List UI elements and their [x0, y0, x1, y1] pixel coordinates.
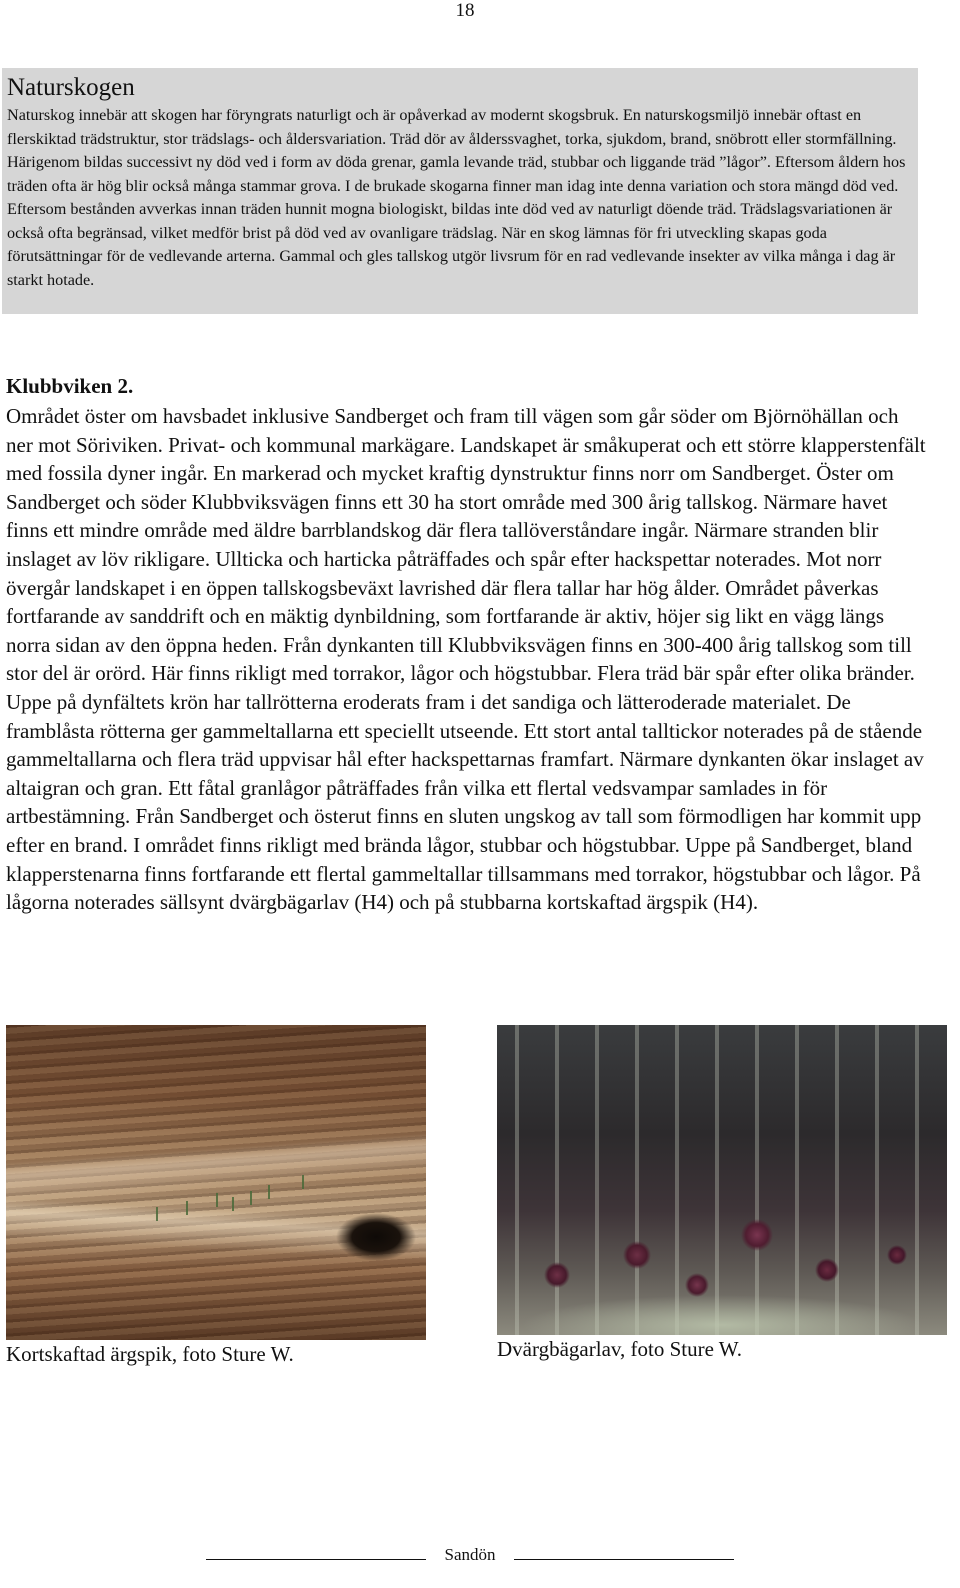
info-box-text: Naturskog innebär att skogen har föryngrats naturligt och är opåverkad av modernt skogsbruk. En naturskogsmiljö innebär oftast en flerskiktad trädstruktur, stor trädslags- och åldersvariation. Träd dör av ålderssvaghet, torka, sjukdom, brand, snöbrott eller stormfällning. Härigenom bildas successivt ny död ved i form av döda grenar, gamla levande träd, stubbar och liggande träd ”lågor”. Eftersom åldern hos träden ofta är hög blir också många stammar grova. I de brukade skogarna finner man idag inte denna variation och stora mängd död ved. Eftersom bestånden avverkas innan träden hunnit mogna biologiskt, bildas inte död ved av naturligt döende träd. Trädslagsvariationen är också ofta begränsad, vilket medför brist på död ved av ovanligare trädslag. När en skog lämnas för fri utveckling skapas goda förutsättningar för de vedlevande arterna. Gammal och gles tallskog utgör livsrum för en rad vedlevande insekter av vilka många i dag är starkt hotade. [7, 106, 906, 289]
section-body-text: Området öster om havsbadet inklusive Sandberget och fram till vägen som går söder om Björnöhällan och ner mot Söriviken. Privat- och kommunal markägare. Landskapet är småkuperat och ett större klapperstenfält med fossila dyner ingår. En markerad och mycket kraftig dynstruktur finns norr om Sandberget. Öster om Sandberget och söder Klubbviksvägen finns ett 30 ha stort område med 300 årig tallskog. Närmare havet finns ett mindre område med äldre barrblandskog där flera tallöverståndare ingår. Närmare stranden blir inslaget av löv rikligare. Ullticka och harticka påträffades och spår efter hackspettar noterades. Mot norr övergår landskapet i en öppen tallskogsbeväxt lavrished där flera tallar har hög ålder. Området påverkas fortfarande av sanddrift och en mäktig dynbildning, som fortfarande är aktiv, höjer sig likt en vägg längs norra sidan av den öppna heden. Från dynkanten till Klubbviksvägen finns en 300-400 årig tallskog som till stor del är orörd. Här finns rikligt med torrakor, lågor och högstubbar. Flera träd bär spår efter olika bränder. Uppe på dynfältets krön har tallrötterna eroderats fram i det sandiga och lätteroderade materialet. De framblåsta rötterna ger gammeltallarna ett speciellt utseende. Ett stort antal talltickor noterades på de stående gammeltallarna och flera träd uppvisar hål efter hackspettarnas framfart. Närmare dynkanten ökar inslaget av altaigran och gran. Ett fåtal granlågor påträffades från vilka ett flertal vedsvampar samlades in för artbestämning. Från Sandberget och österut finns en sluten ungskog av tall som förmodligen har kommit upp efter en brand. I området finns rikligt med brända lågor, stubbar och högstubbar. Uppe på Sandberget, bland klapperstenarna finns fortfarande ett flertal gammeltallar tillsammans med torrakor, högstubbar och lågor. På lågorna noterades sällsynt dvärgbägarlav (H4) och på stubbarna kortskaftad ärgspik (H4). [6, 404, 926, 915]
footer-label: Sandön [444, 1545, 496, 1564]
photo-caption-1: Kortskaftad ärgspik, foto Sture W. [6, 1342, 294, 1366]
photo-dvargbagarlav [497, 1025, 947, 1335]
info-box-title: Naturskogen [7, 74, 135, 101]
info-box-naturskogen [2, 68, 918, 314]
photo-caption-2: Dvärgbägarlav, foto Sture W. [497, 1337, 742, 1361]
page-footer [0, 1545, 940, 1565]
page-number: 18 [455, 0, 475, 21]
footer-rule-right [514, 1547, 734, 1560]
photo-kortskaftad-argspik [6, 1025, 426, 1340]
footer-rule-left [206, 1547, 426, 1560]
section-title: Klubbviken 2. [6, 374, 134, 398]
